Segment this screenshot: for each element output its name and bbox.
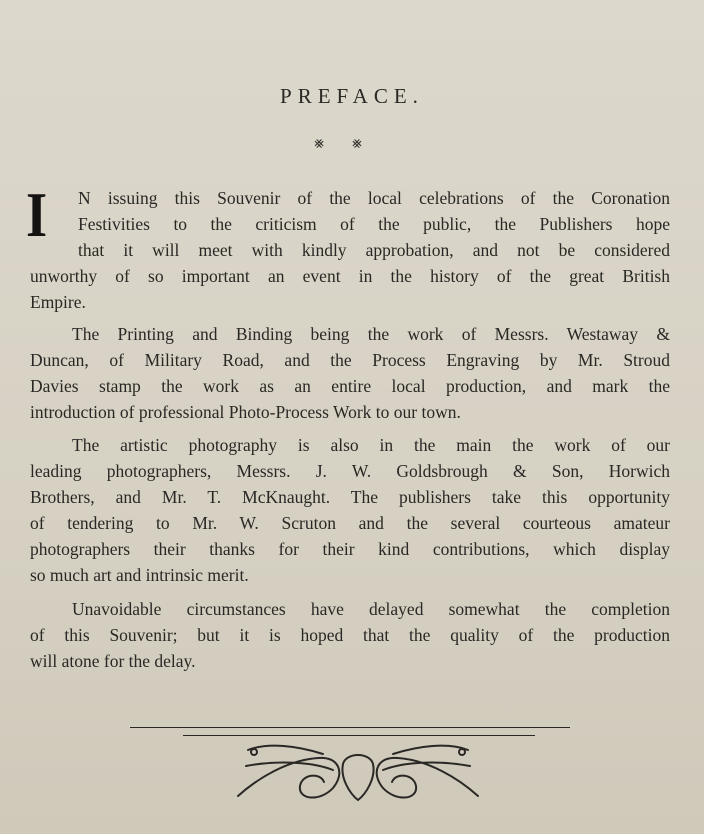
- paragraph-4-line-3: will atone for the delay.: [30, 651, 196, 671]
- paragraph-2-line-3: Davies stamp the work as an entire local production, and mark the: [30, 376, 670, 396]
- paragraph-2-line-2: Duncan, of Military Road, and the Process Engraving by Mr. Stroud: [30, 350, 670, 370]
- tailpiece-rule-bottom: [183, 735, 535, 736]
- paragraph-1-line-5: Empire.: [30, 292, 86, 312]
- ornament-right-icon: ⨳: [352, 135, 390, 152]
- paragraph-2-line-1: The Printing and Binding being the work of Messrs. Westaway &: [72, 324, 670, 344]
- page-title: PREFACE.: [280, 84, 424, 108]
- ornament-left-icon: ⨳: [314, 135, 352, 152]
- paragraph-3-line-3: Brothers, and Mr. T. McKnaught. The publishers take this opportunity: [30, 487, 670, 507]
- paragraph-1: [30, 185, 670, 315]
- paragraph-3-line-1: The artistic photography is also in the main the work of our: [72, 435, 670, 455]
- paragraph-2-line-4: introduction of professional Photo-Process Work to our town.: [30, 402, 461, 422]
- paragraph-3-line-6: so much art and intrinsic merit.: [30, 565, 249, 585]
- paragraph-3-line-5: photographers their thanks for their kind contributions, which display: [30, 539, 670, 559]
- paragraph-4: [30, 596, 670, 674]
- tailpiece-rule-top: [130, 727, 570, 728]
- paragraph-3: [30, 432, 670, 588]
- paragraph-1-line-3: that it will meet with kindly approbation, and not be considered: [78, 240, 670, 260]
- paragraph-2: [30, 321, 670, 425]
- drop-cap: I: [26, 179, 48, 250]
- paragraph-4-line-2: of this Souvenir; but it is hoped that the quality of the production: [30, 625, 670, 645]
- title-ornaments: [0, 135, 704, 153]
- paragraph-1-line-4: unworthy of so important an event in the history of the great British: [30, 266, 670, 286]
- paragraph-1-line-2: Festivities to the criticism of the public, the Publishers hope: [78, 214, 670, 234]
- paragraph-1-line-1: N issuing this Souvenir of the local celebrations of the Coronation: [78, 188, 670, 208]
- paragraph-4-line-1: Unavoidable circumstances have delayed somewhat the completion: [72, 599, 670, 619]
- flourish-ornament-icon: [228, 738, 488, 808]
- paragraph-3-line-4: of tendering to Mr. W. Scruton and the several courteous amateur: [30, 513, 670, 533]
- paragraph-3-line-2: leading photographers, Messrs. J. W. Goldsbrough & Son, Horwich: [30, 461, 670, 481]
